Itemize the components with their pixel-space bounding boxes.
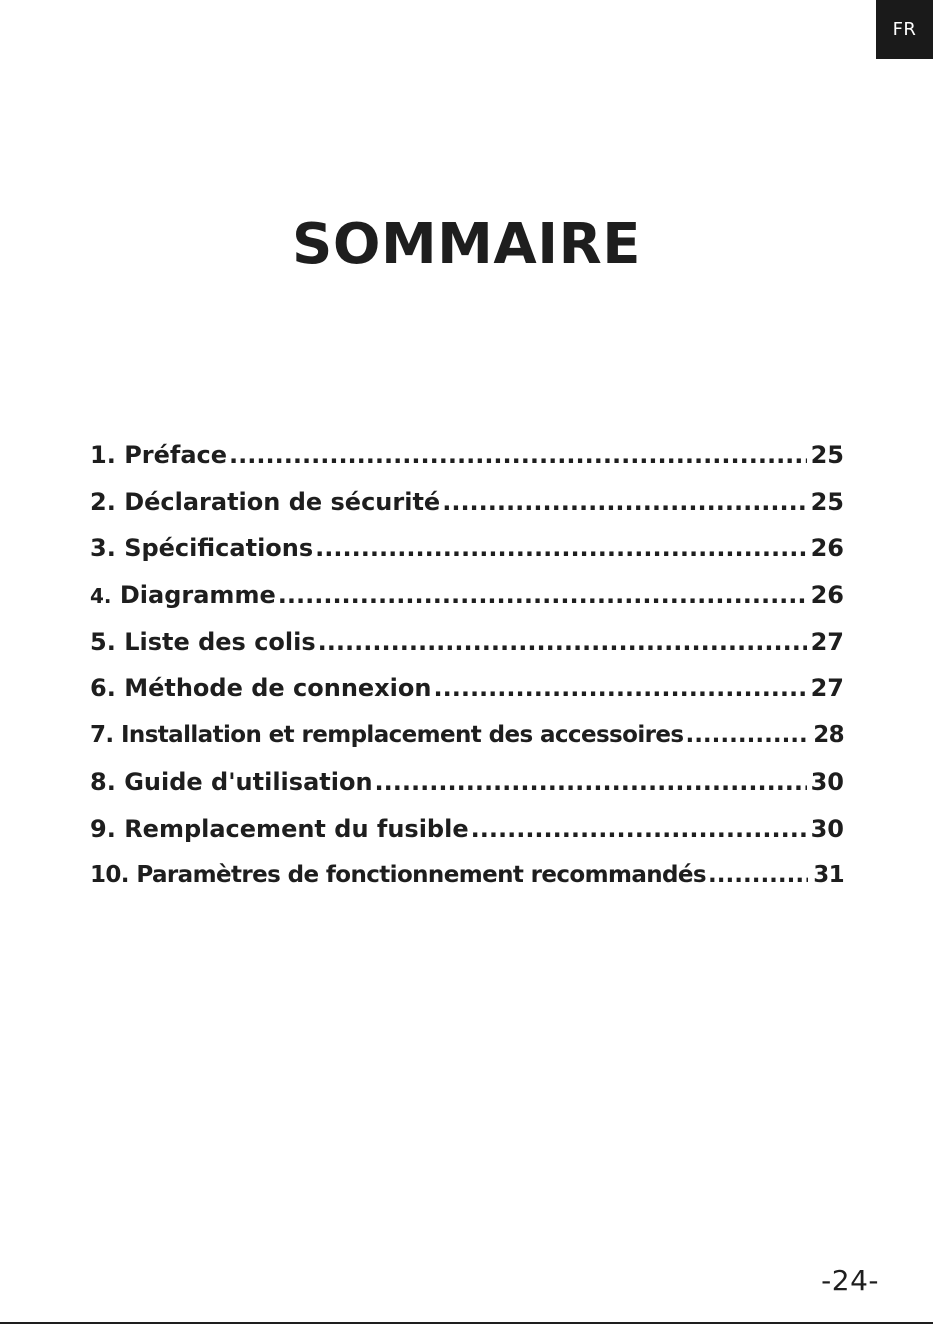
toc-entry-declaration-securite[interactable]	[90, 479, 844, 526]
toc-leader-dots	[685, 712, 808, 759]
toc-entry-specifications[interactable]	[90, 525, 844, 572]
toc-entry-label: 7. Installation et remplacement des accessoires	[90, 722, 684, 749]
toc-entry-page: 31	[813, 862, 844, 889]
toc-entry-page: 25	[810, 441, 844, 469]
toc-entry-page: 30	[810, 814, 844, 843]
language-tab: FR	[876, 0, 933, 59]
toc-leader-dots	[471, 806, 807, 853]
toc-entry-page: 25	[810, 487, 844, 516]
toc-entry-page: 28	[813, 722, 844, 749]
toc-entry-installation-remplacement[interactable]	[90, 712, 844, 759]
toc-entry-page: 30	[810, 767, 844, 796]
toc-entry-guide-utilisation[interactable]	[90, 759, 844, 806]
toc-leader-dots	[433, 665, 806, 712]
toc-entry-label: 8. Guide d'utilisation	[90, 767, 373, 796]
toc-entry-page: 27	[810, 627, 844, 656]
toc-entry-label: 5. Liste des colis	[90, 627, 316, 656]
toc-entry-label: 6. Méthode de connexion	[90, 674, 432, 703]
toc-entry-page: 26	[810, 581, 844, 610]
toc-entry-diagramme[interactable]	[90, 572, 844, 619]
toc-entry-page: 27	[810, 674, 844, 703]
toc-entry-remplacement-fusible[interactable]	[90, 806, 844, 853]
toc-entry-label: 3. Spécifications	[90, 534, 314, 563]
page-number: -24-	[821, 1264, 879, 1297]
toc-leader-dots	[278, 572, 807, 619]
toc-entry-label: 9. Remplacement du fusible	[90, 814, 469, 843]
toc-entry-preface[interactable]	[90, 432, 844, 479]
toc-entry-page: 26	[810, 534, 844, 563]
toc-entry-liste-colis[interactable]	[90, 619, 844, 666]
toc-leader-dots	[442, 479, 806, 526]
toc-entry-label: 10. Paramètres de fonctionnement recommandés	[90, 862, 707, 889]
toc-leader-dots	[315, 525, 806, 572]
page-title: SOMMAIRE	[292, 212, 641, 277]
toc-entry-parametres-fonctionnement[interactable]	[90, 852, 844, 899]
toc-entry-label: 4. Diagramme	[90, 581, 276, 610]
toc-leader-dots	[708, 852, 808, 899]
table-of-contents	[90, 432, 844, 899]
toc-entry-methode-connexion[interactable]	[90, 665, 844, 712]
toc-entry-label: 1. Préface	[90, 441, 228, 469]
toc-entry-label: 2. Déclaration de sécurité	[90, 487, 441, 516]
toc-leader-dots	[229, 432, 807, 479]
toc-leader-dots	[375, 759, 807, 806]
toc-leader-dots	[318, 619, 807, 666]
